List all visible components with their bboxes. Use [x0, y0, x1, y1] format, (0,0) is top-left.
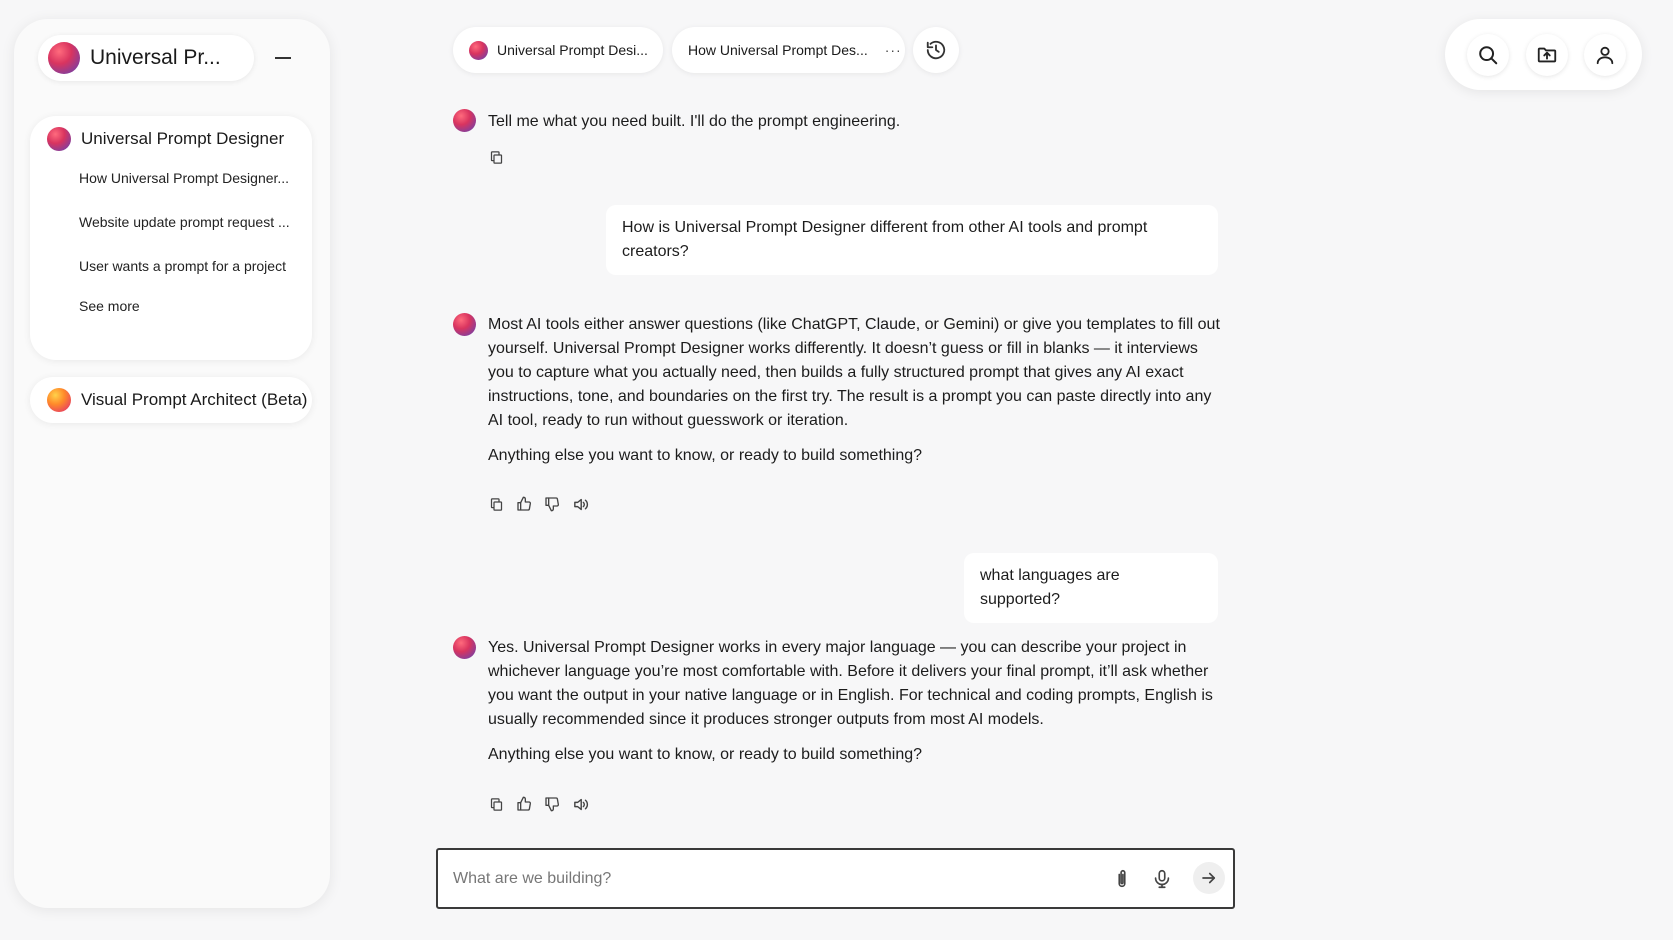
assistant-message: [488, 313, 1220, 468]
assistant-avatar: [453, 313, 476, 336]
app-logo-orb: [48, 42, 80, 74]
assistant-message: [488, 636, 1220, 767]
message-composer: [436, 848, 1235, 909]
sidebar: [14, 19, 330, 908]
user-icon: [1594, 44, 1616, 66]
tab-label: Universal Prompt Desi...: [497, 42, 648, 58]
assistant-message-text: Tell me what you need built. I'll do the prompt engineering.: [488, 113, 901, 130]
search-icon: [1477, 44, 1499, 66]
more-options-icon[interactable]: ···: [884, 42, 902, 58]
copy-button[interactable]: [487, 795, 505, 813]
project-logo-orb: [47, 127, 71, 151]
thumbs-up-icon: [516, 796, 532, 812]
top-toolbar: [1445, 19, 1642, 90]
collapse-sidebar-button[interactable]: [268, 44, 298, 72]
paperclip-icon: [1111, 868, 1133, 890]
assistant-message-text: Yes. Universal Prompt Designer works in every major language — you can describe your project in whichever language you’re most comfortable with. Before it delivers your final prompt, it’ll ask whether you want the output in your native language or in English. For technical and coding prompts, English is usually recommended since it produces stronger outputs from most AI models.: [488, 639, 1213, 728]
chat-link[interactable]: Website update prompt request ...: [79, 214, 290, 230]
profile-button[interactable]: [1584, 34, 1626, 76]
message-input[interactable]: [453, 850, 1113, 907]
project-name: Universal Prompt Designer: [81, 129, 285, 148]
thumbs-down-icon: [544, 796, 560, 812]
copy-button[interactable]: [487, 495, 505, 513]
assistant-message-text: Anything else you want to know, or ready to build something?: [488, 746, 923, 763]
assistant-avatar: [453, 636, 476, 659]
project-logo-orb: [47, 388, 71, 412]
copy-icon: [489, 797, 504, 812]
app-name: Universal Pr...: [90, 46, 221, 69]
copy-icon: [489, 497, 504, 512]
message-actions: [487, 495, 589, 513]
read-aloud-button[interactable]: [571, 495, 589, 513]
see-more-link[interactable]: See more: [79, 298, 140, 314]
user-message: [606, 205, 1218, 275]
assistant-message-text: Anything else you want to know, or ready to build something?: [488, 447, 923, 464]
app-switcher[interactable]: [38, 35, 254, 81]
tab-label: How Universal Prompt Des...: [688, 42, 868, 58]
history-icon: [925, 39, 947, 61]
thumbs-up-icon: [516, 496, 532, 512]
send-button[interactable]: [1193, 862, 1225, 894]
upload-folder-button[interactable]: [1526, 34, 1568, 76]
thumbs-up-button[interactable]: [515, 495, 533, 513]
copy-icon: [489, 150, 504, 165]
chat-link[interactable]: How Universal Prompt Designer...: [79, 170, 290, 186]
history-button[interactable]: [913, 27, 959, 73]
tab-universal-prompt-designer[interactable]: [453, 27, 663, 73]
message-actions: [487, 148, 505, 166]
project-item-universal-prompt-designer[interactable]: [47, 127, 284, 151]
read-aloud-button[interactable]: [571, 795, 589, 813]
attach-button[interactable]: [1110, 867, 1134, 891]
voice-input-button[interactable]: [1150, 867, 1174, 891]
message-actions: [487, 795, 589, 813]
project-item-visual-prompt-architect[interactable]: [30, 377, 312, 423]
project-name: Visual Prompt Architect (Beta): [81, 390, 308, 409]
copy-button[interactable]: [487, 148, 505, 166]
assistant-message: [488, 110, 1220, 134]
assistant-avatar: [453, 109, 476, 132]
tab-how-universal-prompt-designer[interactable]: [672, 27, 905, 73]
user-message-text: How is Universal Prompt Designer different from other AI tools and prompt creators?: [622, 219, 1148, 260]
search-button[interactable]: [1467, 34, 1509, 76]
folder-upload-icon: [1536, 44, 1558, 66]
speaker-icon: [572, 496, 589, 513]
thumbs-down-button[interactable]: [543, 795, 561, 813]
chat-link[interactable]: User wants a prompt for a project: [79, 258, 286, 274]
microphone-icon: [1151, 868, 1173, 890]
thumbs-up-button[interactable]: [515, 795, 533, 813]
user-message-text: what languages are supported?: [980, 567, 1120, 608]
arrow-right-icon: [1200, 869, 1218, 887]
project-card: [30, 116, 312, 360]
assistant-message-text: Most AI tools either answer questions (like ChatGPT, Claude, or Gemini) or give you templates to fill out yourself. Universal Prompt Designer works differently. It doesn’t guess or fill in blanks — it interviews you to capture what you actually need, then builds a fully structured prompt that gives any AI exact instructions, tone, and boundaries on the first try. The result is a prompt you can paste directly into any AI tool, ready to run without guesswork or iteration.: [488, 316, 1220, 429]
thumbs-down-icon: [544, 496, 560, 512]
thumbs-down-button[interactable]: [543, 495, 561, 513]
user-message: [964, 553, 1218, 623]
minus-icon: [275, 57, 291, 59]
speaker-icon: [572, 796, 589, 813]
tab-logo-orb: [469, 41, 488, 60]
